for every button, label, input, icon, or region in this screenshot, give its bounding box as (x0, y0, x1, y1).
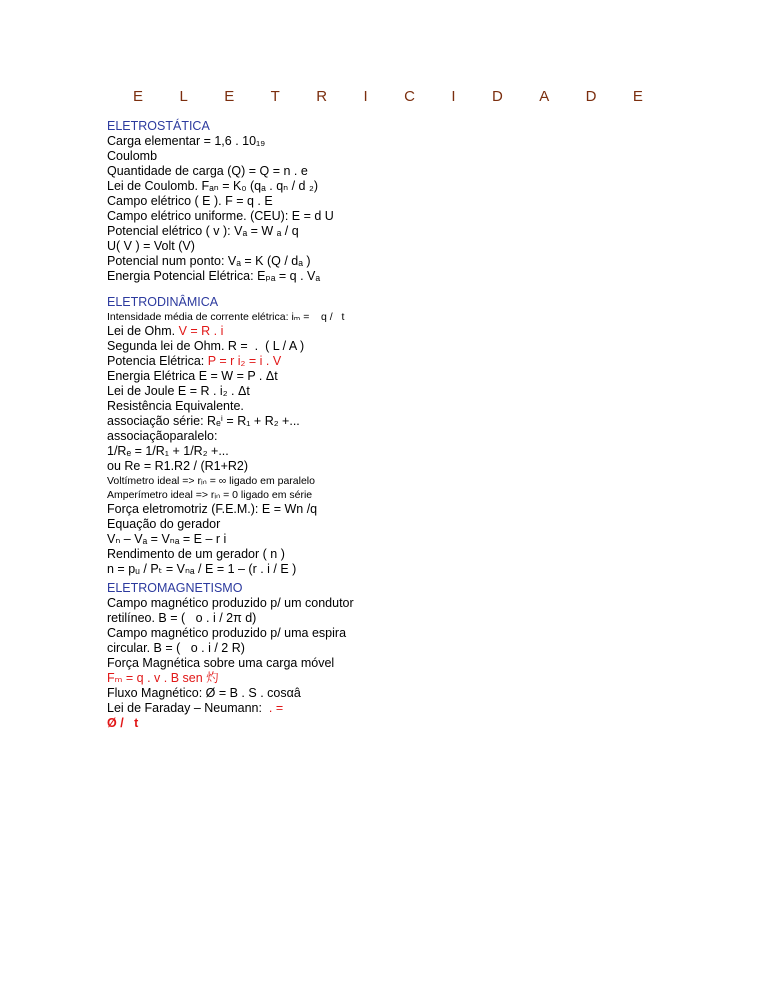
paralelo-formula: 1/Rₑ = 1/R₁ + 1/R₂ +... (107, 444, 229, 458)
title-letter: R (316, 88, 328, 105)
title-letter: D (585, 88, 597, 105)
potencial-ponto: Potencial num ponto: Vₐ = K (Q / dₐ ) (107, 254, 311, 268)
heading-eletrodinamica: ELETRODINÂMICA (107, 295, 219, 309)
heading-eletromagnetismo: ELETROMAGNETISMO (107, 581, 243, 595)
equacao-gerador-formula: Vₙ – Vₐ = Vₙₐ = E – r i (107, 532, 227, 546)
document-title (133, 88, 643, 105)
voltimetro-ideal: Voltímetro ideal => rᵢₙ = ∞ ligado em paralelo (107, 475, 315, 487)
associacao-paralelo: associaçãoparalelo: (107, 429, 218, 443)
fluxo-magnetico: Fluxo Magnético: Ø = B . S . cosαâ (107, 686, 301, 700)
potencial-eletrico: Potencial elétrico ( v ): Vₐ = W ₐ / q (107, 224, 299, 238)
lei-ohm (107, 324, 527, 339)
associacao-serie: associação série: Rₑⁱ = R₁ + R₂ +... (107, 414, 300, 428)
lei-coulomb: Lei de Coulomb. Fₐₙ = K₀ (qₐ . qₙ / d ₂) (107, 179, 318, 193)
heading-eletrostatica: ELETROSTÁTICA (107, 119, 210, 133)
lei-ohm-formula: V = R . i (178, 324, 224, 338)
rendimento-formula: n = pᵤ / Pₜ = Vₙₐ / E = 1 – (r . i / E ) (107, 562, 297, 576)
campo-espira: Campo magnético produzido p/ uma espira (107, 626, 347, 640)
title-letter: I (363, 88, 368, 105)
forca-magnetica: Força Magnética sobre uma carga móvel (107, 656, 335, 670)
lei-joule: Lei de Joule E = R . i₂ . Δt (107, 384, 250, 398)
campo-uniforme: Campo elétrico uniforme. (CEU): E = d U (107, 209, 334, 223)
potencia-label: Potencia Elétrica: (107, 354, 208, 368)
title-letter: I (451, 88, 456, 105)
quantidade-carga: Quantidade de carga (Q) = Q = n . e (107, 164, 308, 178)
title-letter: C (404, 88, 415, 105)
campo-eletrico: Campo elétrico ( E ). F = q . E (107, 194, 273, 208)
equacao-gerador: Equação do gerador (107, 517, 221, 531)
title-letter: T (270, 88, 280, 105)
forca-magnetica-formula: Fₘ = q . v . B sen 灼 (107, 671, 219, 685)
energia-eletrica: Energia Elétrica E = W = P . Δt (107, 369, 278, 383)
campo-espira-formula: circular. B = ( o . i / 2 R) (107, 641, 245, 655)
segunda-lei-ohm: Segunda lei de Ohm. R = . ( L / A ) (107, 339, 305, 353)
paralelo-formula-alt: ou Re = R1.R2 / (R1+R2) (107, 459, 249, 473)
rendimento-gerador: Rendimento de um gerador ( n ) (107, 547, 285, 561)
coulomb-unit: Coulomb (107, 149, 158, 163)
campo-condutor: Campo magnético produzido p/ um condutor (107, 596, 354, 610)
lei-ohm-label: Lei de Ohm. (107, 324, 179, 338)
amperimetro-ideal: Amperímetro ideal => rᵢₙ = 0 ligado em série (107, 489, 313, 501)
section-eletromagnetismo (107, 580, 527, 731)
title-letter: L (179, 88, 188, 105)
potencia-eletrica (107, 354, 527, 369)
energia-potencial: Energia Potencial Elétrica: Eₚₐ = q . Vₐ (107, 269, 321, 283)
title-letter: E (632, 88, 643, 105)
lei-faraday-formula: . = (268, 701, 284, 715)
resistencia-equivalente: Resistência Equivalente. (107, 399, 244, 413)
forca-eletromotriz: Força eletromotriz (F.E.M.): E = Wn /q (107, 502, 318, 516)
intensidade-corrente: Intensidade média de corrente elétrica: iₘ = q / t (107, 311, 345, 323)
section-eletrodinamica (107, 294, 527, 577)
title-letter: D (491, 88, 503, 105)
lei-faraday-formula-2: Ø / t (107, 716, 139, 730)
tensao-volt: U( V ) = Volt (V) (107, 239, 195, 253)
lei-faraday (107, 701, 527, 716)
title-letter: A (539, 88, 550, 105)
carga-elementar: Carga elementar = 1,6 . 10₁₉ (107, 134, 266, 148)
section-eletrostatica (107, 118, 527, 284)
potencia-formula: P = r i₂ = i . V (207, 354, 282, 368)
title-letter: E (133, 88, 144, 105)
title-letter: E (224, 88, 235, 105)
campo-condutor-formula: retilíneo. B = ( o . i / 2π d) (107, 611, 257, 625)
lei-faraday-label: Lei de Faraday – Neumann: (107, 701, 269, 715)
